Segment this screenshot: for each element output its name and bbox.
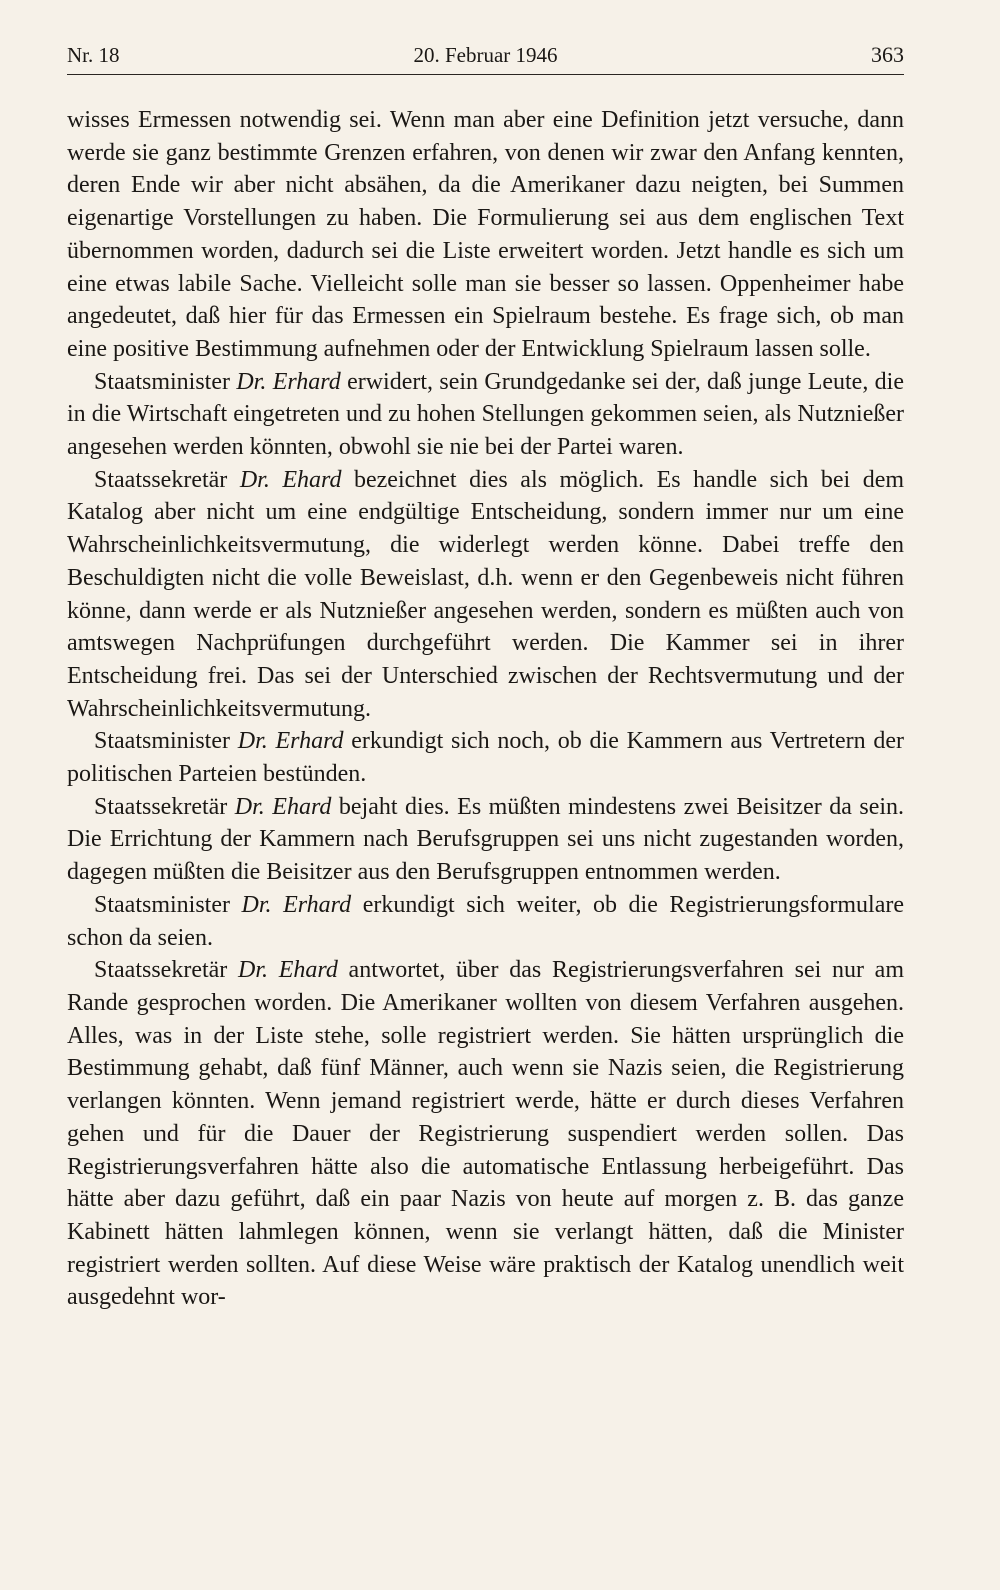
text-segment: Staatsminister — [94, 728, 238, 755]
issue-number: Nr. 18 — [67, 43, 120, 67]
text-segment: erkundigt sich weiter, ob die Registrierungsformulare schon da seien. — [67, 891, 905, 951]
body-text — [67, 104, 904, 1314]
speaker-name: Dr. Erhard — [237, 728, 344, 755]
text-segment: Staatsminister — [94, 891, 242, 918]
speaker-name: Dr. Erhard — [241, 891, 352, 918]
text-segment: Staatssekretär — [94, 957, 238, 984]
text-segment: Staatsminister — [94, 368, 237, 395]
text-segment: Staatssekretär — [94, 466, 240, 493]
text-segment: bezeichnet dies als möglich. Es handle sich bei dem Katalog aber nicht um eine endgültige Entscheidung, sondern immer nur um eine Wahrscheinlichkeitsvermutung, die widerlegt werden könne. Dabei treffe den Beschuldigten nicht die volle Beweislast, d.h. wenn er den Gegenbeweis nicht führen könne, dann werde er als Nutznießer angesehen werden, sondern es müßten auch von amtswegen Nachprüfungen durchgeführt werden. Die Kammer sei in ihrer Entscheidung frei. Das sei der Unterschied zwischen der Rechtsvermutung und der Wahrscheinlichkeitsvermutung. — [67, 466, 905, 722]
running-header — [67, 40, 904, 75]
speaker-name: Dr. Ehard — [234, 793, 332, 820]
text-segment: erkundigt sich noch, ob die Kammern aus Vertretern der politischen Parteien bestünden. — [67, 728, 904, 788]
paragraph — [67, 464, 904, 726]
paragraph — [67, 954, 904, 1314]
paragraph — [67, 104, 904, 366]
paragraph — [67, 889, 904, 954]
issue-date: 20. Februar 1946 — [413, 43, 558, 67]
text-segment: bejaht dies. Es müßten mindestens zwei Beisitzer da sein. Die Errichtung der Kammern nach Berufsgruppen sei uns nicht zugestanden worden, dagegen müßten die Beisitzer aus den Berufsgruppen entnommen werden. — [67, 793, 905, 886]
text-segment: antwortet, über das Registrierungsverfahren sei nur am Rande gesprochen worden. Die Amerikaner wollten von diesem Verfahren ausgehen. Alles, was in der Liste stehe, solle registriert werden. Sie hätten ursprünglich die Bestimmung gehabt, daß fünf Männer, auch wenn sie Nazis seien, die Registrierung verlangen könnten. Wenn jemand registriert werde, hätte er durch dieses Verfahren gehen und für die Dauer der Registrierung suspendiert werden sollen. Das Registrierungsverfahren hätte also die automatische Entlassung herbeigeführt. Das hätte aber dazu geführt, daß ein paar Nazis von heute auf morgen z. B. das ganze Kabinett hätten lahmlegen können, wenn sie verlangt hätten, daß die Minister registriert werden sollten. Auf diese Weise wäre praktisch der Katalog unendlich weit ausgedehnt wor- — [67, 957, 905, 1311]
paragraph — [67, 791, 904, 889]
text-segment: erwidert, sein Grundgedanke sei der, daß junge Leute, die in die Wirtschaft eingetreten und zu hohen Stellungen gekommen seien, als Nutznießer angesehen werden könnten, obwohl sie nie bei der Partei waren. — [67, 368, 905, 461]
speaker-name: Dr. Ehard — [239, 466, 342, 493]
text-segment: Staatssekretär — [94, 793, 235, 820]
speaker-name: Dr. Ehard — [238, 957, 338, 984]
speaker-name: Dr. Erhard — [236, 368, 341, 395]
paragraph — [67, 725, 904, 790]
paragraph — [67, 366, 904, 464]
page-number: 363 — [871, 42, 904, 67]
text-segment: wisses Ermessen notwendig sei. Wenn man aber eine Definition jetzt versuche, dann werde sie ganz bestimmte Grenzen erfahren, von denen wir zwar den Anfang kennten, deren Ende wir aber nicht absähen, da die Amerikaner dazu neigten, bei Summen eigenartige Vorstellungen zu haben. Die Formulierung sei aus dem englischen Text übernommen worden, dadurch sei die Liste erweitert worden. Jetzt handle es sich um eine etwas labile Sache. Vielleicht solle man sie besser so lassen. Oppenheimer habe angedeutet, daß hier für das Ermessen ein Spielraum bestehe. Es frage sich, ob man eine positive Bestimmung aufnehmen oder der Entwicklung Spielraum lassen solle. — [67, 107, 904, 362]
